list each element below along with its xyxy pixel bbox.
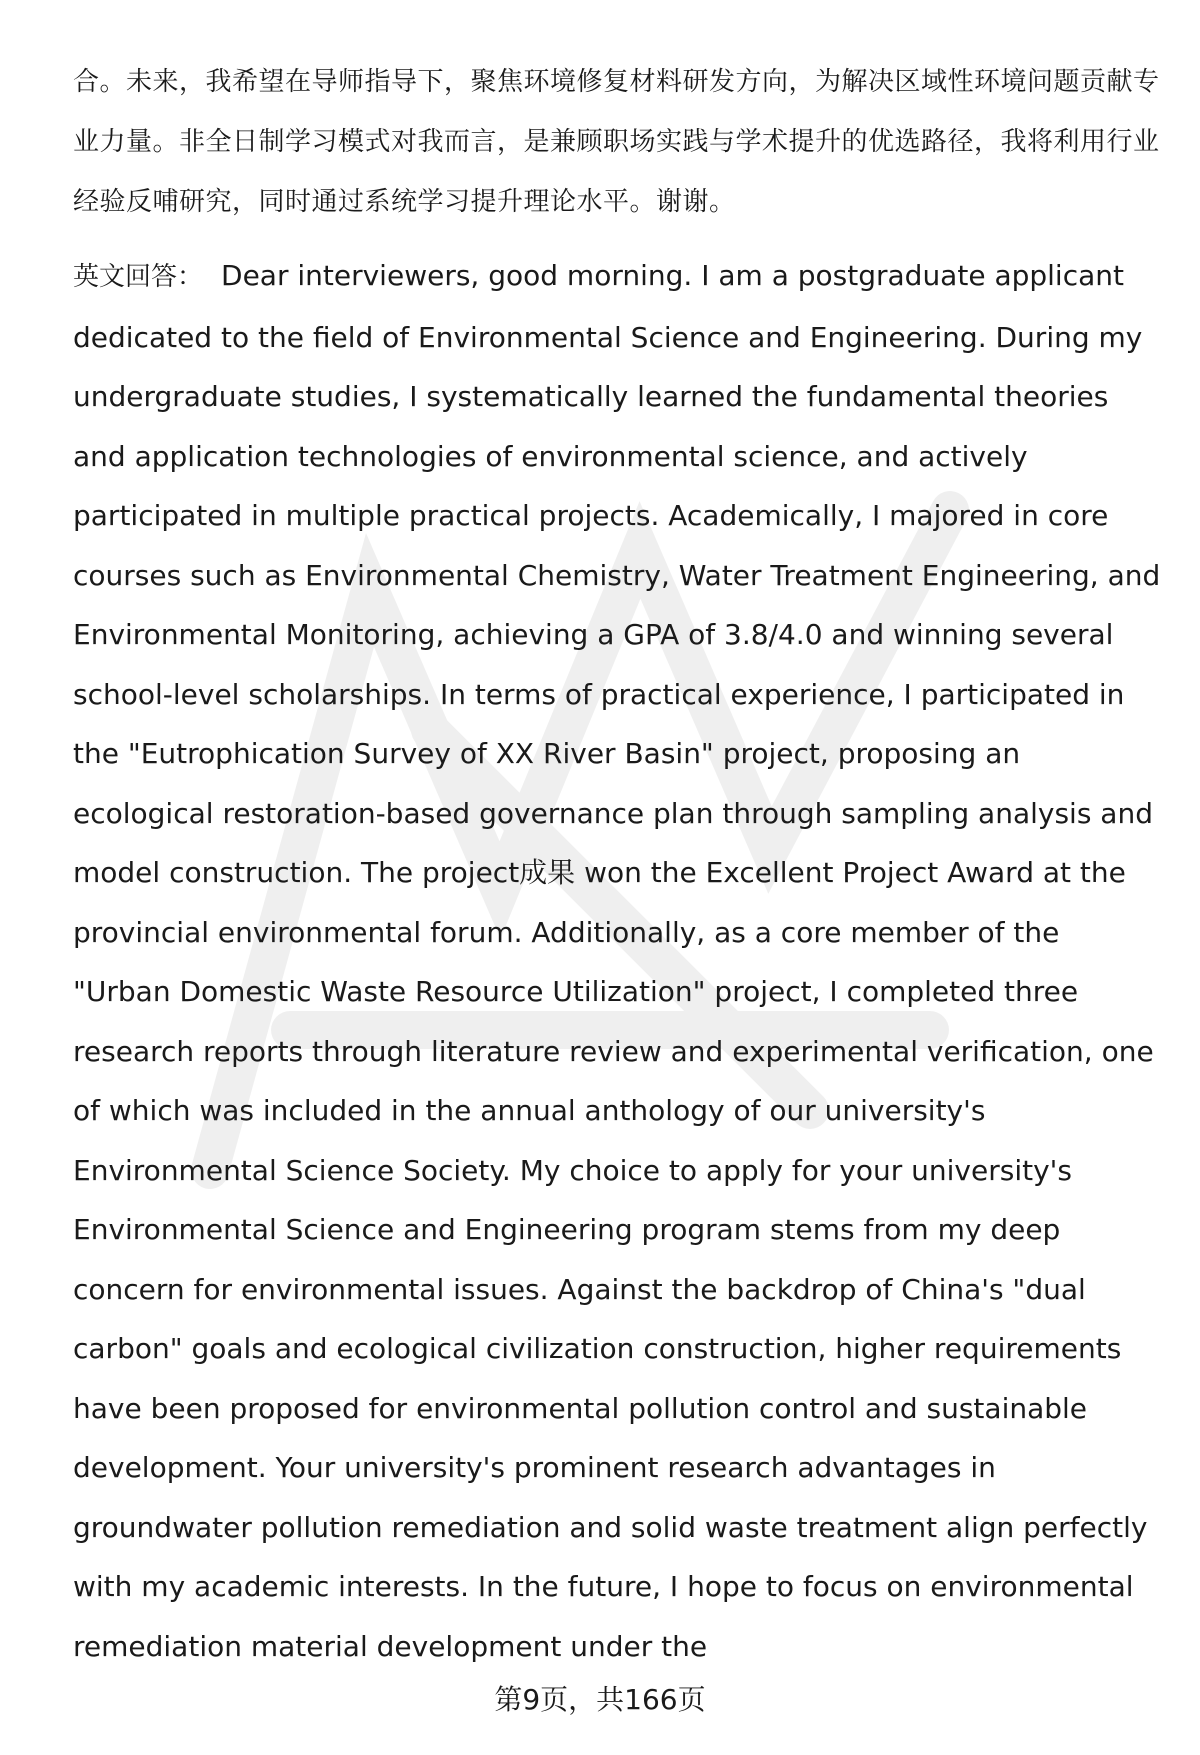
english-answer-text: Dear interviewers, good morning. I am a postgraduate applicant dedicated to the field of Environmental Science and Engineering. During my undergraduate studies, I systematically learned the fundamental theories and application technologies of environmental science, and actively participated in multiple practical projects. Academically, I majored in core courses such as Environmental Chemistry, Water Treatment Engineering, and Environmental Monitoring, achieving a GPA of 3.8/4.0 and winning several school-level scholarships. In terms of practical experience, I participated in the "Eutrophication Survey of XX River Basin" project, proposing an ecological restoration-based governance plan through sampling analysis and model construction. The project成果 won the Excellent Project Award at the provincial environmental forum. Additionally, as a core member of the "Urban Domestic Waste Resource Utilization" project, I completed three research reports through literature review and experimental verification, one of which was included in the annual anthology of our university's Environmental Science Society. My choice to apply for your university's Environmental Science and Engineering program stems from my deep concern for environmental issues. Against the backdrop of China's "dual carbon" goals and ecological civilization construction, higher requirements have been proposed for environmental pollution control and sustainable development. Your university's prominent research advantages in groundwater pollution remediation and solid waste treatment align perfectly with my academic interests. In the future, I hope to focus on environmental remediation material development under the	[73, 259, 1161, 1663]
english-answer-label: 英文回答：	[73, 262, 204, 292]
english-answer-paragraph	[73, 246, 1165, 1676]
chinese-answer-paragraph: 合。未来，我希望在导师指导下，聚焦环境修复材料研发方向，为解决区域性环境问题贡献专业力量。非全日制学习模式对我而言，是兼顾职场实践与学术提升的优选路径，我将利用行业经验反哺研究，同时通过系统学习提升理论水平。谢谢。	[73, 67, 1160, 217]
page-number-footer: 第9页，共166页	[494, 1683, 706, 1716]
document-body	[73, 52, 1165, 1676]
